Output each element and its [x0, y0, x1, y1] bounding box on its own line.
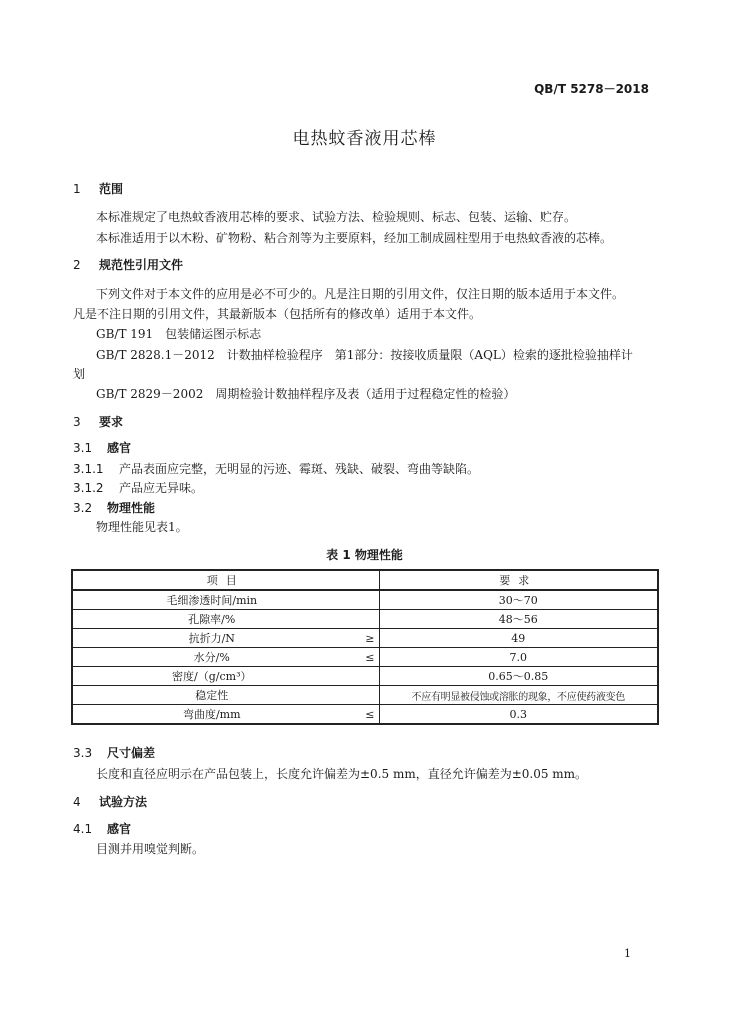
section-2-heading — [73, 256, 183, 273]
section-title: 要求 — [99, 415, 124, 429]
subsection-3-1-heading — [73, 439, 131, 456]
table-row — [72, 705, 658, 725]
section-4-heading — [73, 793, 147, 810]
section-number: 4.1 — [73, 822, 93, 836]
clause-number: 3.1.1 — [73, 462, 104, 476]
requirement-cell: 0.65～0.85 — [379, 667, 658, 686]
paragraph: 下列文件对于本文件的应用是必不可少的。凡是注日期的引用文件，仅注日期的版本适用于本文件。 — [96, 287, 625, 301]
table-row — [72, 590, 658, 610]
section-1-heading — [73, 180, 123, 197]
operator-cell: ≥ — [351, 629, 379, 648]
standard-code: QB/T 5278－2018 — [534, 82, 649, 96]
clause-3-1-2 — [73, 479, 203, 496]
item-cell: 毛细渗透时间/min — [72, 590, 351, 610]
section-title: 规范性引用文件 — [99, 258, 184, 272]
requirement-cell: 7.0 — [379, 648, 658, 667]
item-cell: 密度/（g/cm³） — [72, 667, 351, 686]
section-number: 1 — [73, 182, 81, 196]
table-row — [72, 648, 658, 667]
item-cell: 稳定性 — [72, 686, 351, 705]
header-requirement: 要求 — [379, 570, 658, 590]
clause-number: 3.1.2 — [73, 481, 104, 495]
section-number: 2 — [73, 258, 81, 272]
table-caption: 表 1 物理性能 — [326, 548, 403, 562]
operator-cell — [351, 667, 379, 686]
subsection-3-2-heading — [73, 499, 155, 516]
operator-cell — [351, 686, 379, 705]
reference-item: GB/T 191 包装储运图示标志 — [96, 327, 262, 341]
document-title: 电热蚊香液用芯棒 — [292, 129, 437, 149]
paragraph: 物理性能见表1。 — [96, 520, 188, 534]
section-title: 感官 — [107, 441, 132, 455]
clause-text: 产品应无异味。 — [119, 481, 204, 495]
operator-cell — [351, 590, 379, 610]
item-cell: 水分/% — [72, 648, 351, 667]
requirement-cell: 0.3 — [379, 705, 658, 725]
requirement-cell: 48～56 — [379, 610, 658, 629]
operator-cell: ≤ — [351, 705, 379, 725]
requirement-cell: 不应有明显被侵蚀或溶胀的现象，不应使药液变色 — [379, 686, 658, 705]
clause-text: 产品表面应完整，无明显的污迹、霉斑、残缺、破裂、弯曲等缺陷。 — [119, 462, 480, 476]
reference-item: GB/T 2828.1－2012 计数抽样检验程序 第1部分：按接收质量限（AQL）检索的逐批检验抽样计 — [96, 348, 633, 362]
operator-cell: ≤ — [351, 648, 379, 667]
paragraph: 本标准适用于以木粉、矿物粉、粘合剂等为主要原料，经加工制成圆柱型用于电热蚊香液的芯棒。 — [96, 231, 613, 245]
section-title: 尺寸偏差 — [107, 746, 156, 760]
paragraph: 长度和直径应明示在产品包装上，长度允许偏差为±0.5 mm，直径允许偏差为±0.05 mm。 — [96, 767, 588, 781]
item-cell: 抗折力/N — [72, 629, 351, 648]
requirement-cell: 49 — [379, 629, 658, 648]
section-number: 4 — [73, 795, 81, 809]
section-title: 试验方法 — [99, 795, 148, 809]
section-title: 感官 — [107, 822, 132, 836]
header-item: 项目 — [72, 570, 379, 590]
section-title: 物理性能 — [107, 501, 156, 515]
requirement-cell: 30～70 — [379, 590, 658, 610]
section-number: 3.3 — [73, 746, 93, 760]
operator-cell — [351, 610, 379, 629]
paragraph: 目测并用嗅觉判断。 — [96, 842, 205, 856]
table-header-row — [72, 570, 658, 590]
section-number: 3 — [73, 415, 81, 429]
paragraph-continuation: 凡是不注日期的引用文件，其最新版本（包括所有的修改单）适用于本文件。 — [73, 307, 482, 321]
section-title: 范围 — [99, 182, 124, 196]
reference-item: GB/T 2829－2002 周期检验计数抽样程序及表（适用于过程稳定性的检验） — [96, 387, 516, 401]
subsection-3-3-heading — [73, 744, 155, 761]
subsection-4-1-heading — [73, 820, 131, 837]
reference-item-continuation: 划 — [73, 367, 86, 381]
section-3-heading — [73, 413, 123, 430]
item-cell: 孔隙率/% — [72, 610, 351, 629]
table-row — [72, 610, 658, 629]
physical-properties-table — [71, 569, 659, 725]
section-number: 3.1 — [73, 441, 93, 455]
page-number: 1 — [624, 947, 631, 960]
clause-3-1-1 — [73, 460, 479, 477]
table-row — [72, 667, 658, 686]
table-row — [72, 629, 658, 648]
section-number: 3.2 — [73, 501, 93, 515]
paragraph: 本标准规定了电热蚊香液用芯棒的要求、试验方法、检验规则、标志、包装、运输、贮存。 — [96, 210, 577, 224]
item-cell: 弯曲度/mm — [72, 705, 351, 725]
table-row — [72, 686, 658, 705]
